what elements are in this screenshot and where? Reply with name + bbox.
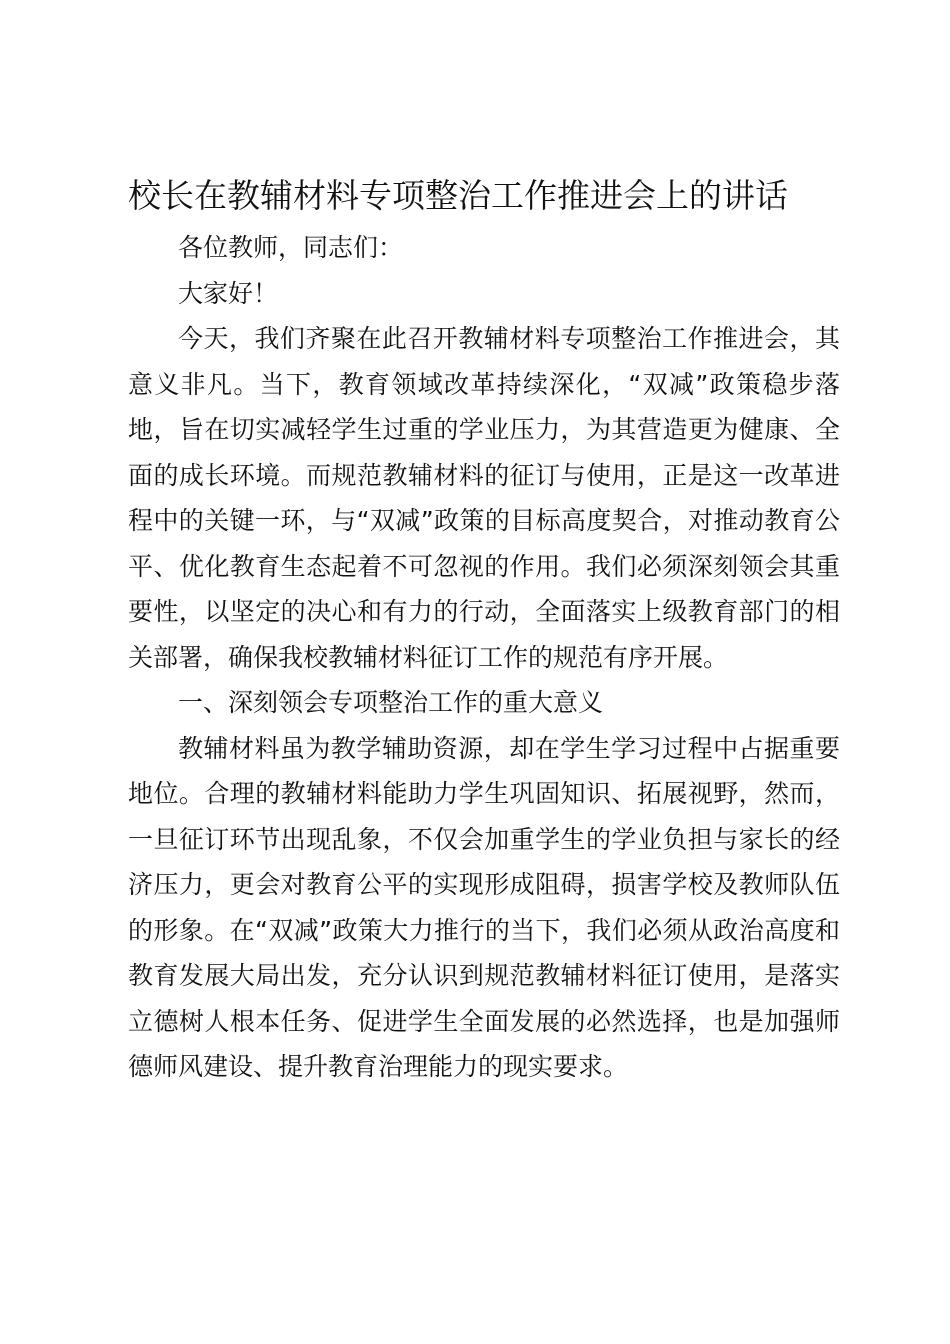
section-paragraph: 教辅材料虽为教学辅助资源，却在学生学习过程中占据重要地位。合理的教辅材料能助力学生巩固知识、拓展视野，然而，一旦征订环节出现乱象，不仅会加重学生的学业负担与家长的经济压力，更会对教育公平的实现形成阻碍，损害学校及教师队伍的形象。在“双减”政策大力推行的当下，我们必须从政治高度和教育发展大局出发，充分认识到规范教辅材料征订使用，是落实立德树人根本任务、促进学生全面发展的必然选择，也是加强师德师风建设、提升教育治理能力的现实要求。	[128, 733, 840, 1081]
body-paragraph: 今天，我们齐聚在此召开教辅材料专项整治工作推进会，其意义非凡。当下，教育领域改革持续深化，“双减”政策稳步落地，旨在切实减轻学生过重的学业压力，为其营造更为健康、全面的成长环境。而规范教辅材料的征订与使用，正是这一改革进程中的关键一环，与“双减”政策的目标高度契合，对推动教育公平、优化教育生态起着不可忽视的作用。我们必须深刻领会其重要性，以坚定的决心和有力的行动，全面落实上级教育部门的相关部署，确保我校教辅材料征订工作的规范有序开展。	[128, 324, 840, 672]
salutation: 大家好！	[178, 278, 279, 308]
greeting: 各位教师，同志们：	[178, 233, 404, 262]
document-body	[128, 225, 840, 1090]
document-title: 校长在教辅材料专项整治工作推进会上的讲话	[128, 176, 788, 215]
section-heading: 一、深刻领会专项整治工作的重大意义	[178, 688, 604, 717]
